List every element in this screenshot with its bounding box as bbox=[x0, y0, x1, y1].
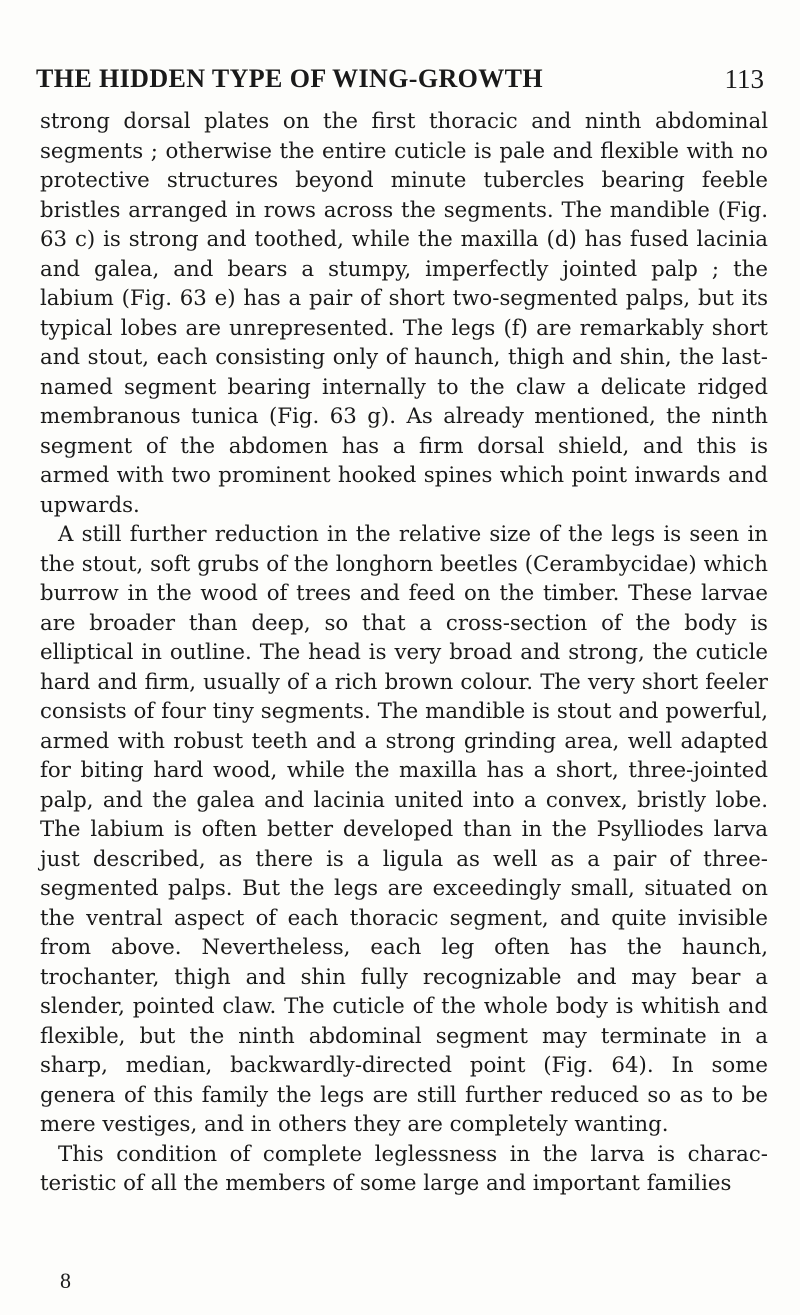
page-number: 113 bbox=[724, 64, 764, 94]
running-head: THE HIDDEN TYPE OF WING-GROWTH bbox=[36, 64, 544, 93]
paragraph-longhorn-beetles: A still further reduction in the relative size of the legs is seen in the stout, soft grubs of the longhorn beetles (Cerambycidae) which burrow in the wood of trees and feed on the timber. These larvae are broader than deep, so that a cross-section of the body is elliptical in outline. The head is very broad and strong, the cuticle hard and firm, usually of a rich brown colour. The very short feeler consists of four tiny segments. The mandible is stout and powerful, armed with robust teeth and a strong grinding area, well adapted for biting hard wood, while the maxilla has a short, three-jointed palp, and the galea and lacinia united into a convex, bristly lobe. The labium is often better developed than in the Psylliodes larva just described, as there is a ligula as well as a pair of three-segmented palps. But the legs are exceedingly small, situated on the ventral aspect of each thoracic segment, and quite invisible from above. Nevertheless, each leg often has the haunch, trochanter, thigh and shin fully recognizable and may bear a slender, pointed claw. The cuticle of the whole body is whitish and flexible, but the ninth abdominal segment may terminate in a sharp, median, backwardly-directed point (Fig. 64). In some genera of this family the legs are still further reduced so as to be mere vestiges, and in others they are completely wanting. bbox=[40, 522, 768, 1137]
paragraph-leglessness: This condition of complete leglessness in the larva is characteristic of all the members of some large and important families bbox=[40, 1141, 768, 1196]
paragraph-continued: strong dorsal plates on the first thoracic and ninth abdominal segments ; otherwise the entire cuticle is pale and flexible with no protective structures beyond minute tubercles bearing feeble bristles arranged in rows across the segments. The mandible (Fig. 63 c) is strong and toothed, while the maxilla (d) has fused lacinia and galea, and bears a stumpy, imperfectly jointed palp ; the labium (Fig. 63 e) has a pair of short two-segmented palps, but its typical lobes are unrepresented. The legs (f) are remarkably short and stout, each consisting only of haunch, thigh and shin, the last-named segment bearing internally to the claw a delicate ridged membranous tunica (Fig. 63 g). As already mentioned, the ninth segment of the abdomen has a firm dorsal shield, and this is armed with two prominent hooked spines which point inwards and upwards. bbox=[40, 109, 768, 518]
body-text bbox=[40, 107, 768, 1199]
page-header bbox=[36, 64, 768, 98]
signature-mark: 8 bbox=[60, 1268, 71, 1293]
